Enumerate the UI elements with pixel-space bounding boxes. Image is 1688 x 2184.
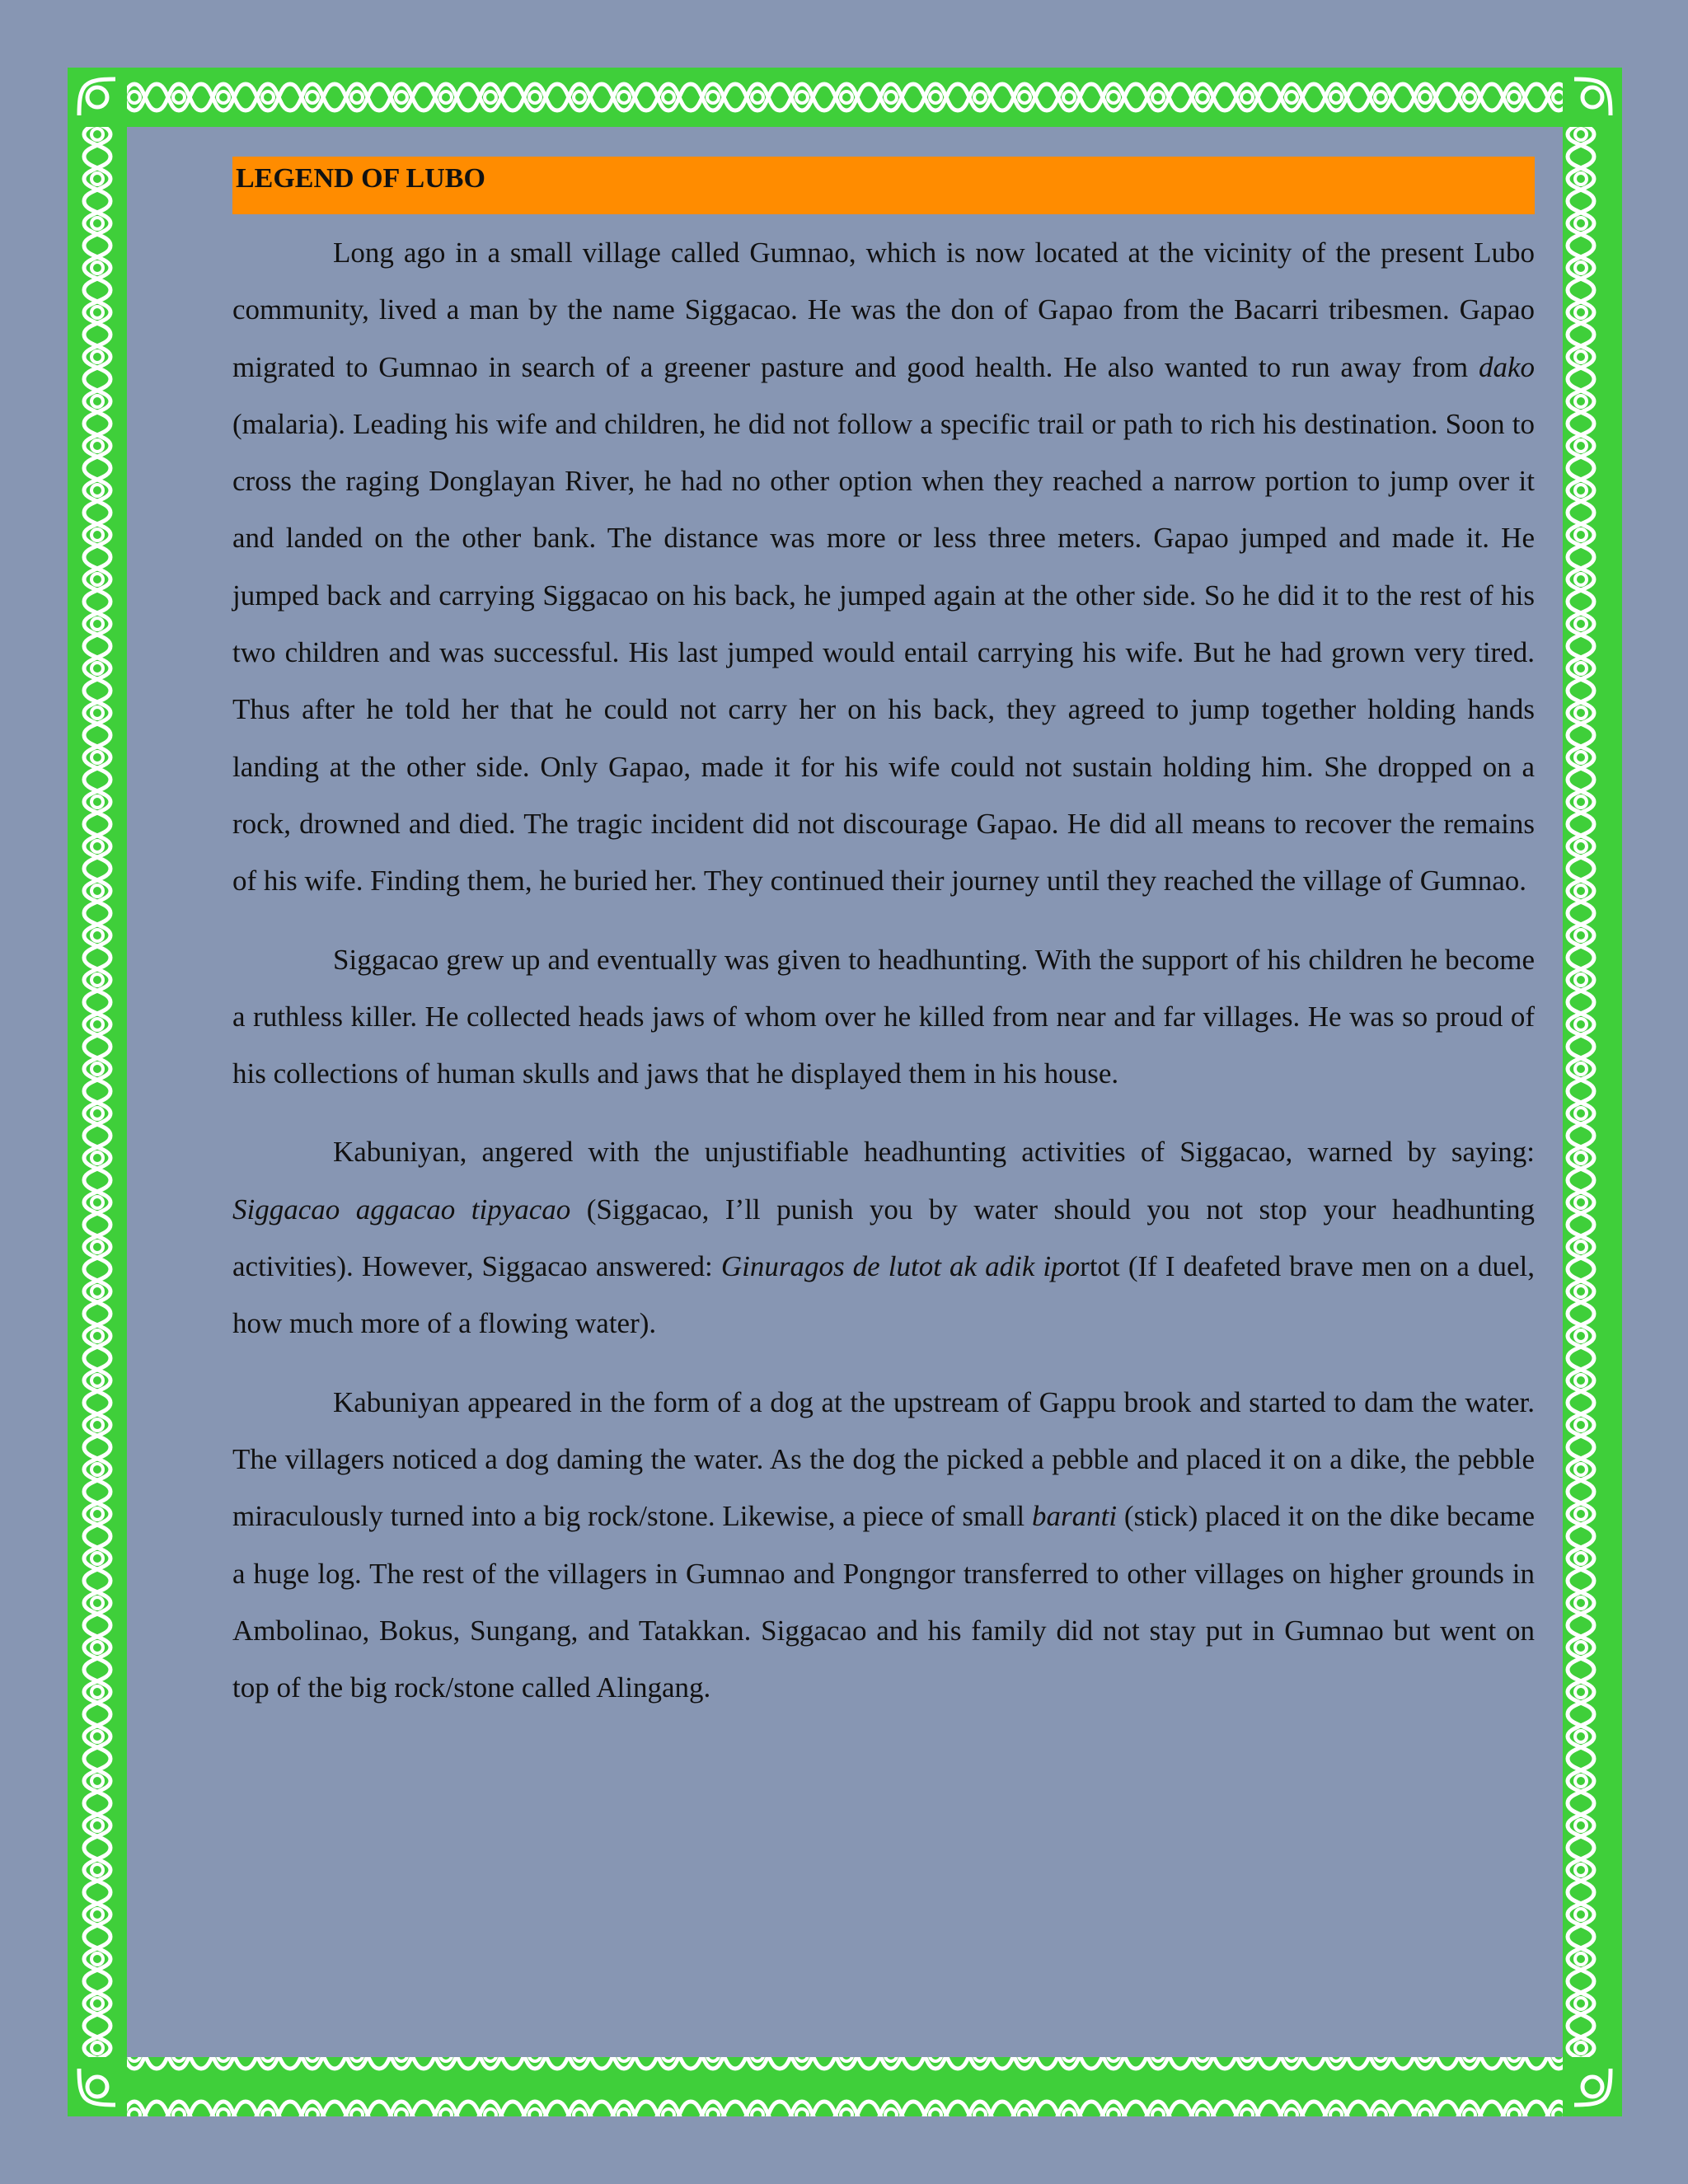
page-title: LEGEND OF LUBO bbox=[236, 163, 485, 194]
paragraph-text: (Siggacao, I’ll punish you by water should you not stop your headhunting activities). However, Siggacao answered: bbox=[232, 1193, 1535, 1283]
story-paragraph bbox=[232, 224, 1535, 910]
story-paragraph bbox=[232, 931, 1535, 1103]
italic-term: baranti bbox=[1032, 1500, 1118, 1533]
paragraph-text: Long ago in a small village called Gumnao, which is now located at the vicinity of the present Lubo community, lived a man by the name Siggacao. He was the don of Gapao from the Bacarri tribesmen. Gapao migrated to Gumnao in search of a greener pasture and good health. He also wanted to run away from bbox=[232, 237, 1535, 383]
italic-term: dako bbox=[1478, 350, 1535, 383]
paragraph-text: (stick) placed it on the dike became a huge log. The rest of the villagers in Gumnao and Pongngor transferred to other villages on higher grounds in Ambolinao, Bokus, Sungang, and Tatakkan. Siggacao and his family did not stay put in Gumnao but went on top of the big rock/stone called Alingang. bbox=[232, 1500, 1536, 1704]
italic-term: Ginuragos de lutot ak adik ipo bbox=[720, 1250, 1081, 1283]
paragraph-text: rtot (If I deafeted brave men on a duel, how much more of a flowing water). bbox=[232, 1250, 1536, 1340]
page-content bbox=[232, 157, 1535, 1737]
paragraph-text: Kabuniyan, angered with the unjustifiable headhunting activities of Siggacao, warned by saying: bbox=[333, 1136, 1535, 1169]
title-banner bbox=[232, 157, 1535, 214]
paragraph-text: Siggacao grew up and eventually was given to headhunting. With the support of his children he become a ruthless killer. He collected heads jaws of whom over he killed from near and far villages. He was so proud of his collections of human skulls and jaws that he displayed them in his house. bbox=[232, 943, 1535, 1090]
story-paragraph bbox=[232, 1123, 1535, 1352]
story-paragraph bbox=[232, 1374, 1535, 1717]
story-body bbox=[232, 224, 1535, 1716]
paragraph-text: (malaria). Leading his wife and children, he did not follow a specific trail or path to rich his destination. Soon to cross the raging Donglayan River, he had no other option when they reached a narrow portion to jump over it and landed on the other bank. The distance was more or less three meters. Gapao jumped and made it. He jumped back and carrying Siggacao on his back, he jumped again at the other side. So he did it to the rest of his two children and was successful. His last jumped would entail carrying his wife. But he had grown very tired. Thus after he told her that he could not carry her on his back, they agreed to jump together holding hands landing at the other side. Only Gapao, made it for his wife could not sustain holding him. She dropped on a rock, drowned and died. The tragic incident did not discourage Gapao. He did all means to recover the remains of his wife. Finding them, he buried her. They continued their journey until they reached the village of Gumnao. bbox=[232, 407, 1535, 898]
paragraph-text: Kabuniyan appeared in the form of a dog at the upstream of Gappu brook and started to dam the water. The villagers noticed a dog daming the water. As the dog the picked a pebble and placed it on a dike, the pebble miraculously turned into a big rock/stone. Likewise, a piece of small bbox=[232, 1385, 1535, 1533]
italic-term: Siggacao aggacao tipyacao bbox=[232, 1193, 571, 1226]
